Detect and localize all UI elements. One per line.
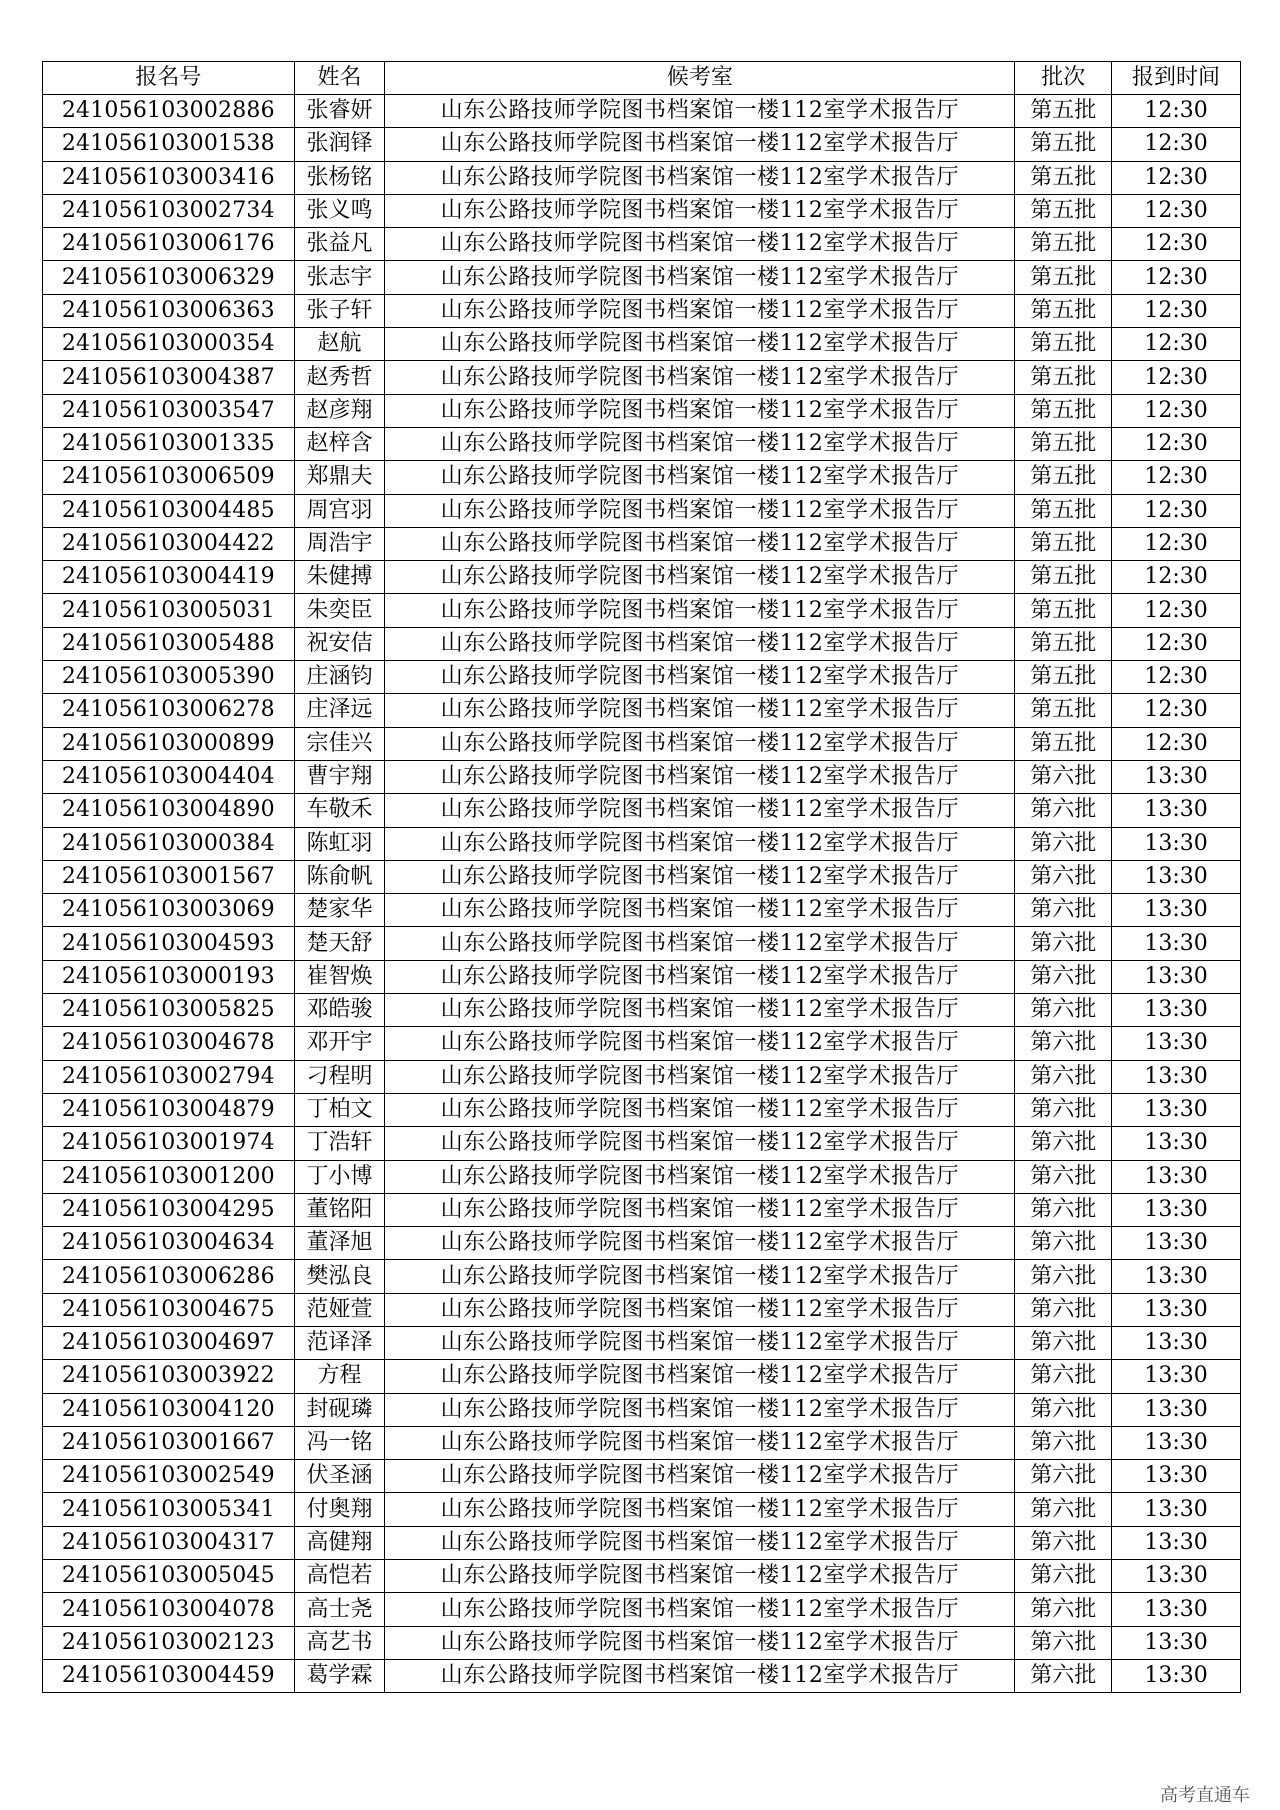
waiting-room-cell: 山东公路技师学院图书档案馆一楼112室学术报告厅: [385, 161, 1015, 194]
check-in-time-cell: 13:30: [1112, 1393, 1241, 1426]
registration-number-cell: 241056103004078: [43, 1593, 295, 1626]
name-cell: 周宫羽: [294, 494, 385, 527]
waiting-room-cell: 山东公路技师学院图书档案馆一楼112室学术报告厅: [385, 894, 1015, 927]
batch-cell: 第五批: [1015, 128, 1112, 161]
waiting-room-cell: 山东公路技师学院图书档案馆一楼112室学术报告厅: [385, 1460, 1015, 1493]
name-cell: 高健翔: [294, 1526, 385, 1559]
check-in-time-cell: 12:30: [1112, 527, 1241, 560]
waiting-room-cell: 山东公路技师学院图书档案馆一楼112室学术报告厅: [385, 461, 1015, 494]
registration-number-cell: 241056103004422: [43, 527, 295, 560]
batch-cell: 第六批: [1015, 1393, 1112, 1426]
name-cell: 陈虹羽: [294, 827, 385, 860]
name-cell: 张睿妍: [294, 95, 385, 128]
table-row: [43, 1027, 1241, 1060]
registration-number-cell: 241056103001200: [43, 1160, 295, 1193]
registration-number-cell: 241056103005390: [43, 661, 295, 694]
check-in-time-cell: 13:30: [1112, 994, 1241, 1027]
batch-cell: 第五批: [1015, 161, 1112, 194]
table-row: [43, 727, 1241, 760]
table-row: [43, 1260, 1241, 1293]
registration-number-cell: 241056103000384: [43, 827, 295, 860]
registration-number-cell: 241056103006278: [43, 694, 295, 727]
header-check-in-time: 报到时间: [1112, 62, 1241, 95]
waiting-room-cell: 山东公路技师学院图书档案馆一楼112室学术报告厅: [385, 860, 1015, 893]
table-row: [43, 1193, 1241, 1226]
name-cell: 董泽旭: [294, 1227, 385, 1260]
name-cell: 楚天舒: [294, 927, 385, 960]
waiting-room-cell: 山东公路技师学院图书档案馆一楼112室学术报告厅: [385, 494, 1015, 527]
waiting-room-cell: 山东公路技师学院图书档案馆一楼112室学术报告厅: [385, 228, 1015, 261]
check-in-time-cell: 12:30: [1112, 328, 1241, 361]
registration-number-cell: 241056103001538: [43, 128, 295, 161]
waiting-room-cell: 山东公路技师学院图书档案馆一楼112室学术报告厅: [385, 661, 1015, 694]
name-cell: 宗佳兴: [294, 727, 385, 760]
table-row: [43, 1060, 1241, 1093]
name-cell: 邓皓骏: [294, 994, 385, 1027]
table-row: [43, 1326, 1241, 1359]
check-in-time-cell: 12:30: [1112, 561, 1241, 594]
table-row: [43, 894, 1241, 927]
table-row: [43, 661, 1241, 694]
check-in-time-cell: 13:30: [1112, 1493, 1241, 1526]
batch-cell: 第五批: [1015, 294, 1112, 327]
roster-sheet: [42, 61, 1241, 1693]
waiting-room-cell: 山东公路技师学院图书档案馆一楼112室学术报告厅: [385, 794, 1015, 827]
name-cell: 赵秀哲: [294, 361, 385, 394]
header-waiting-room: 候考室: [385, 62, 1015, 95]
waiting-room-cell: 山东公路技师学院图书档案馆一楼112室学术报告厅: [385, 827, 1015, 860]
name-cell: 楚家华: [294, 894, 385, 927]
batch-cell: 第五批: [1015, 694, 1112, 727]
batch-cell: 第五批: [1015, 561, 1112, 594]
batch-cell: 第五批: [1015, 328, 1112, 361]
table-row: [43, 1659, 1241, 1692]
batch-cell: 第五批: [1015, 627, 1112, 660]
batch-cell: 第六批: [1015, 1460, 1112, 1493]
table-row: [43, 95, 1241, 128]
batch-cell: 第六批: [1015, 1659, 1112, 1692]
table-row: [43, 494, 1241, 527]
name-cell: 范娅萱: [294, 1293, 385, 1326]
registration-number-cell: 241056103004879: [43, 1093, 295, 1126]
header-batch: 批次: [1015, 62, 1112, 95]
name-cell: 张益凡: [294, 228, 385, 261]
batch-cell: 第五批: [1015, 228, 1112, 261]
check-in-time-cell: 12:30: [1112, 627, 1241, 660]
check-in-time-cell: 13:30: [1112, 1260, 1241, 1293]
check-in-time-cell: 12:30: [1112, 594, 1241, 627]
name-cell: 付奥翔: [294, 1493, 385, 1526]
check-in-time-cell: 12:30: [1112, 694, 1241, 727]
name-cell: 丁浩轩: [294, 1127, 385, 1160]
table-row: [43, 328, 1241, 361]
waiting-room-cell: 山东公路技师学院图书档案馆一楼112室学术报告厅: [385, 1127, 1015, 1160]
table-row: [43, 594, 1241, 627]
waiting-room-cell: 山东公路技师学院图书档案馆一楼112室学术报告厅: [385, 527, 1015, 560]
name-cell: 高恺若: [294, 1560, 385, 1593]
waiting-room-cell: 山东公路技师学院图书档案馆一楼112室学术报告厅: [385, 760, 1015, 793]
table-row: [43, 794, 1241, 827]
waiting-room-cell: 山东公路技师学院图书档案馆一楼112室学术报告厅: [385, 95, 1015, 128]
table-row: [43, 1526, 1241, 1559]
batch-cell: 第六批: [1015, 1493, 1112, 1526]
check-in-time-cell: 13:30: [1112, 894, 1241, 927]
table-row: [43, 994, 1241, 1027]
registration-number-cell: 241056103000193: [43, 960, 295, 993]
waiting-room-cell: 山东公路技师学院图书档案馆一楼112室学术报告厅: [385, 394, 1015, 427]
table-row: [43, 960, 1241, 993]
check-in-time-cell: 12:30: [1112, 494, 1241, 527]
registration-number-cell: 241056103003416: [43, 161, 295, 194]
registration-number-cell: 241056103004697: [43, 1326, 295, 1359]
waiting-room-cell: 山东公路技师学院图书档案馆一楼112室学术报告厅: [385, 561, 1015, 594]
waiting-room-cell: 山东公路技师学院图书档案馆一楼112室学术报告厅: [385, 194, 1015, 227]
watermark-text: 高考直通车: [1160, 1785, 1250, 1806]
batch-cell: 第六批: [1015, 760, 1112, 793]
table-row: [43, 627, 1241, 660]
waiting-room-cell: 山东公路技师学院图书档案馆一楼112室学术报告厅: [385, 1160, 1015, 1193]
name-cell: 葛学霖: [294, 1659, 385, 1692]
table-row: [43, 760, 1241, 793]
registration-number-cell: 241056103004485: [43, 494, 295, 527]
name-cell: 赵航: [294, 328, 385, 361]
batch-cell: 第五批: [1015, 727, 1112, 760]
table-row: [43, 1160, 1241, 1193]
name-cell: 朱奕臣: [294, 594, 385, 627]
table-row: [43, 1493, 1241, 1526]
check-in-time-cell: 13:30: [1112, 1326, 1241, 1359]
table-row: [43, 261, 1241, 294]
batch-cell: 第六批: [1015, 794, 1112, 827]
check-in-time-cell: 12:30: [1112, 161, 1241, 194]
name-cell: 张子轩: [294, 294, 385, 327]
roster-table: [42, 61, 1241, 1693]
registration-number-cell: 241056103001567: [43, 860, 295, 893]
registration-number-cell: 241056103006286: [43, 1260, 295, 1293]
name-cell: 高艺书: [294, 1626, 385, 1659]
check-in-time-cell: 13:30: [1112, 1160, 1241, 1193]
registration-number-cell: 241056103004634: [43, 1227, 295, 1260]
name-cell: 张义鸣: [294, 194, 385, 227]
registration-number-cell: 241056103005825: [43, 994, 295, 1027]
table-row: [43, 927, 1241, 960]
registration-number-cell: 241056103004404: [43, 760, 295, 793]
roster-body: [43, 95, 1241, 1693]
table-row: [43, 161, 1241, 194]
name-cell: 张志宇: [294, 261, 385, 294]
batch-cell: 第六批: [1015, 1160, 1112, 1193]
registration-number-cell: 241056103006509: [43, 461, 295, 494]
waiting-room-cell: 山东公路技师学院图书档案馆一楼112室学术报告厅: [385, 994, 1015, 1027]
registration-number-cell: 241056103004675: [43, 1293, 295, 1326]
waiting-room-cell: 山东公路技师学院图书档案馆一楼112室学术报告厅: [385, 1227, 1015, 1260]
registration-number-cell: 241056103006329: [43, 261, 295, 294]
registration-number-cell: 241056103004593: [43, 927, 295, 960]
registration-number-cell: 241056103004120: [43, 1393, 295, 1426]
registration-number-cell: 241056103002886: [43, 95, 295, 128]
waiting-room-cell: 山东公路技师学院图书档案馆一楼112室学术报告厅: [385, 1493, 1015, 1526]
batch-cell: 第六批: [1015, 1526, 1112, 1559]
batch-cell: 第六批: [1015, 960, 1112, 993]
name-cell: 崔智焕: [294, 960, 385, 993]
check-in-time-cell: 13:30: [1112, 1526, 1241, 1559]
check-in-time-cell: 13:30: [1112, 1060, 1241, 1093]
waiting-room-cell: 山东公路技师学院图书档案馆一楼112室学术报告厅: [385, 128, 1015, 161]
registration-number-cell: 241056103004387: [43, 361, 295, 394]
batch-cell: 第六批: [1015, 1027, 1112, 1060]
waiting-room-cell: 山东公路技师学院图书档案馆一楼112室学术报告厅: [385, 727, 1015, 760]
name-cell: 刁程明: [294, 1060, 385, 1093]
table-row: [43, 860, 1241, 893]
header-registration-number: 报名号: [43, 62, 295, 95]
table-row: [43, 1393, 1241, 1426]
table-row: [43, 394, 1241, 427]
table-row: [43, 1093, 1241, 1126]
check-in-time-cell: 12:30: [1112, 661, 1241, 694]
batch-cell: 第五批: [1015, 461, 1112, 494]
check-in-time-cell: 12:30: [1112, 361, 1241, 394]
name-cell: 方程: [294, 1360, 385, 1393]
name-cell: 车敬禾: [294, 794, 385, 827]
check-in-time-cell: 13:30: [1112, 960, 1241, 993]
registration-number-cell: 241056103005031: [43, 594, 295, 627]
name-cell: 邓开宇: [294, 1027, 385, 1060]
check-in-time-cell: 13:30: [1112, 1193, 1241, 1226]
name-cell: 丁小博: [294, 1160, 385, 1193]
table-row: [43, 561, 1241, 594]
batch-cell: 第六批: [1015, 894, 1112, 927]
registration-number-cell: 241056103002734: [43, 194, 295, 227]
batch-cell: 第五批: [1015, 594, 1112, 627]
table-row: [43, 1460, 1241, 1493]
registration-number-cell: 241056103002794: [43, 1060, 295, 1093]
header-row: [43, 62, 1241, 95]
check-in-time-cell: 12:30: [1112, 727, 1241, 760]
table-row: [43, 527, 1241, 560]
registration-number-cell: 241056103003069: [43, 894, 295, 927]
check-in-time-cell: 13:30: [1112, 1626, 1241, 1659]
batch-cell: 第五批: [1015, 194, 1112, 227]
name-cell: 祝安佶: [294, 627, 385, 660]
waiting-room-cell: 山东公路技师学院图书档案馆一楼112室学术报告厅: [385, 1060, 1015, 1093]
batch-cell: 第六批: [1015, 1293, 1112, 1326]
waiting-room-cell: 山东公路技师学院图书档案馆一楼112室学术报告厅: [385, 1293, 1015, 1326]
name-cell: 伏圣涵: [294, 1460, 385, 1493]
name-cell: 周浩宇: [294, 527, 385, 560]
registration-number-cell: 241056103004678: [43, 1027, 295, 1060]
check-in-time-cell: 13:30: [1112, 860, 1241, 893]
check-in-time-cell: 12:30: [1112, 228, 1241, 261]
waiting-room-cell: 山东公路技师学院图书档案馆一楼112室学术报告厅: [385, 627, 1015, 660]
registration-number-cell: 241056103004459: [43, 1659, 295, 1692]
check-in-time-cell: 13:30: [1112, 1227, 1241, 1260]
check-in-time-cell: 13:30: [1112, 1460, 1241, 1493]
check-in-time-cell: 13:30: [1112, 827, 1241, 860]
table-row: [43, 194, 1241, 227]
table-row: [43, 1360, 1241, 1393]
check-in-time-cell: 13:30: [1112, 1560, 1241, 1593]
registration-number-cell: 241056103000899: [43, 727, 295, 760]
waiting-room-cell: 山东公路技师学院图书档案馆一楼112室学术报告厅: [385, 1326, 1015, 1359]
table-row: [43, 694, 1241, 727]
batch-cell: 第六批: [1015, 1426, 1112, 1459]
header-name: 姓名: [294, 62, 385, 95]
check-in-time-cell: 13:30: [1112, 1659, 1241, 1692]
table-row: [43, 228, 1241, 261]
check-in-time-cell: 12:30: [1112, 294, 1241, 327]
batch-cell: 第六批: [1015, 927, 1112, 960]
name-cell: 庄涵钧: [294, 661, 385, 694]
waiting-room-cell: 山东公路技师学院图书档案馆一楼112室学术报告厅: [385, 261, 1015, 294]
table-row: [43, 1227, 1241, 1260]
check-in-time-cell: 13:30: [1112, 1593, 1241, 1626]
check-in-time-cell: 13:30: [1112, 1027, 1241, 1060]
batch-cell: 第六批: [1015, 827, 1112, 860]
name-cell: 张杨铭: [294, 161, 385, 194]
waiting-room-cell: 山东公路技师学院图书档案馆一楼112室学术报告厅: [385, 361, 1015, 394]
table-row: [43, 1426, 1241, 1459]
check-in-time-cell: 13:30: [1112, 760, 1241, 793]
check-in-time-cell: 12:30: [1112, 95, 1241, 128]
registration-number-cell: 241056103003547: [43, 394, 295, 427]
table-row: [43, 128, 1241, 161]
registration-number-cell: 241056103004890: [43, 794, 295, 827]
waiting-room-cell: 山东公路技师学院图书档案馆一楼112室学术报告厅: [385, 1360, 1015, 1393]
table-row: [43, 294, 1241, 327]
batch-cell: 第六批: [1015, 1593, 1112, 1626]
name-cell: 冯一铭: [294, 1426, 385, 1459]
registration-number-cell: 241056103005045: [43, 1560, 295, 1593]
check-in-time-cell: 12:30: [1112, 394, 1241, 427]
check-in-time-cell: 13:30: [1112, 1127, 1241, 1160]
batch-cell: 第五批: [1015, 95, 1112, 128]
check-in-time-cell: 12:30: [1112, 194, 1241, 227]
waiting-room-cell: 山东公路技师学院图书档案馆一楼112室学术报告厅: [385, 927, 1015, 960]
name-cell: 陈俞帆: [294, 860, 385, 893]
check-in-time-cell: 13:30: [1112, 1093, 1241, 1126]
table-row: [43, 827, 1241, 860]
check-in-time-cell: 13:30: [1112, 1293, 1241, 1326]
name-cell: 赵彦翔: [294, 394, 385, 427]
registration-number-cell: 241056103006176: [43, 228, 295, 261]
name-cell: 赵梓含: [294, 427, 385, 460]
registration-number-cell: 241056103001667: [43, 1426, 295, 1459]
waiting-room-cell: 山东公路技师学院图书档案馆一楼112室学术报告厅: [385, 294, 1015, 327]
waiting-room-cell: 山东公路技师学院图书档案馆一楼112室学术报告厅: [385, 594, 1015, 627]
name-cell: 董铭阳: [294, 1193, 385, 1226]
batch-cell: 第五批: [1015, 527, 1112, 560]
batch-cell: 第六批: [1015, 994, 1112, 1027]
check-in-time-cell: 13:30: [1112, 1426, 1241, 1459]
batch-cell: 第六批: [1015, 1127, 1112, 1160]
batch-cell: 第六批: [1015, 1360, 1112, 1393]
table-row: [43, 461, 1241, 494]
waiting-room-cell: 山东公路技师学院图书档案馆一楼112室学术报告厅: [385, 1526, 1015, 1559]
waiting-room-cell: 山东公路技师学院图书档案馆一楼112室学术报告厅: [385, 1393, 1015, 1426]
registration-number-cell: 241056103003922: [43, 1360, 295, 1393]
batch-cell: 第六批: [1015, 1326, 1112, 1359]
table-row: [43, 1127, 1241, 1160]
name-cell: 朱健搏: [294, 561, 385, 594]
table-row: [43, 361, 1241, 394]
batch-cell: 第五批: [1015, 394, 1112, 427]
batch-cell: 第六批: [1015, 1227, 1112, 1260]
name-cell: 范译泽: [294, 1326, 385, 1359]
waiting-room-cell: 山东公路技师学院图书档案馆一楼112室学术报告厅: [385, 694, 1015, 727]
name-cell: 樊泓良: [294, 1260, 385, 1293]
batch-cell: 第五批: [1015, 261, 1112, 294]
batch-cell: 第六批: [1015, 1093, 1112, 1126]
name-cell: 封砚璘: [294, 1393, 385, 1426]
check-in-time-cell: 13:30: [1112, 927, 1241, 960]
batch-cell: 第五批: [1015, 427, 1112, 460]
waiting-room-cell: 山东公路技师学院图书档案馆一楼112室学术报告厅: [385, 427, 1015, 460]
batch-cell: 第五批: [1015, 661, 1112, 694]
waiting-room-cell: 山东公路技师学院图书档案馆一楼112室学术报告厅: [385, 1027, 1015, 1060]
waiting-room-cell: 山东公路技师学院图书档案馆一楼112室学术报告厅: [385, 1560, 1015, 1593]
check-in-time-cell: 13:30: [1112, 1360, 1241, 1393]
table-row: [43, 1626, 1241, 1659]
registration-number-cell: 241056103005488: [43, 627, 295, 660]
table-row: [43, 1560, 1241, 1593]
name-cell: 高士尧: [294, 1593, 385, 1626]
batch-cell: 第六批: [1015, 860, 1112, 893]
registration-number-cell: 241056103004317: [43, 1526, 295, 1559]
name-cell: 庄泽远: [294, 694, 385, 727]
waiting-room-cell: 山东公路技师学院图书档案馆一楼112室学术报告厅: [385, 960, 1015, 993]
waiting-room-cell: 山东公路技师学院图书档案馆一楼112室学术报告厅: [385, 1093, 1015, 1126]
name-cell: 丁柏文: [294, 1093, 385, 1126]
table-row: [43, 1593, 1241, 1626]
table-row: [43, 1293, 1241, 1326]
batch-cell: 第六批: [1015, 1060, 1112, 1093]
batch-cell: 第六批: [1015, 1260, 1112, 1293]
registration-number-cell: 241056103001335: [43, 427, 295, 460]
registration-number-cell: 241056103000354: [43, 328, 295, 361]
waiting-room-cell: 山东公路技师学院图书档案馆一楼112室学术报告厅: [385, 1626, 1015, 1659]
registration-number-cell: 241056103004419: [43, 561, 295, 594]
registration-number-cell: 241056103006363: [43, 294, 295, 327]
name-cell: 曹宇翔: [294, 760, 385, 793]
check-in-time-cell: 13:30: [1112, 794, 1241, 827]
registration-number-cell: 241056103005341: [43, 1493, 295, 1526]
batch-cell: 第六批: [1015, 1626, 1112, 1659]
name-cell: 郑鼎夫: [294, 461, 385, 494]
waiting-room-cell: 山东公路技师学院图书档案馆一楼112室学术报告厅: [385, 1260, 1015, 1293]
table-row: [43, 427, 1241, 460]
waiting-room-cell: 山东公路技师学院图书档案馆一楼112室学术报告厅: [385, 328, 1015, 361]
name-cell: 张润铎: [294, 128, 385, 161]
waiting-room-cell: 山东公路技师学院图书档案馆一楼112室学术报告厅: [385, 1426, 1015, 1459]
waiting-room-cell: 山东公路技师学院图书档案馆一楼112室学术报告厅: [385, 1659, 1015, 1692]
check-in-time-cell: 12:30: [1112, 261, 1241, 294]
batch-cell: 第五批: [1015, 494, 1112, 527]
batch-cell: 第六批: [1015, 1193, 1112, 1226]
check-in-time-cell: 12:30: [1112, 461, 1241, 494]
batch-cell: 第六批: [1015, 1560, 1112, 1593]
waiting-room-cell: 山东公路技师学院图书档案馆一楼112室学术报告厅: [385, 1593, 1015, 1626]
registration-number-cell: 241056103002123: [43, 1626, 295, 1659]
check-in-time-cell: 12:30: [1112, 128, 1241, 161]
registration-number-cell: 241056103004295: [43, 1193, 295, 1226]
registration-number-cell: 241056103001974: [43, 1127, 295, 1160]
registration-number-cell: 241056103002549: [43, 1460, 295, 1493]
batch-cell: 第五批: [1015, 361, 1112, 394]
waiting-room-cell: 山东公路技师学院图书档案馆一楼112室学术报告厅: [385, 1193, 1015, 1226]
check-in-time-cell: 12:30: [1112, 427, 1241, 460]
